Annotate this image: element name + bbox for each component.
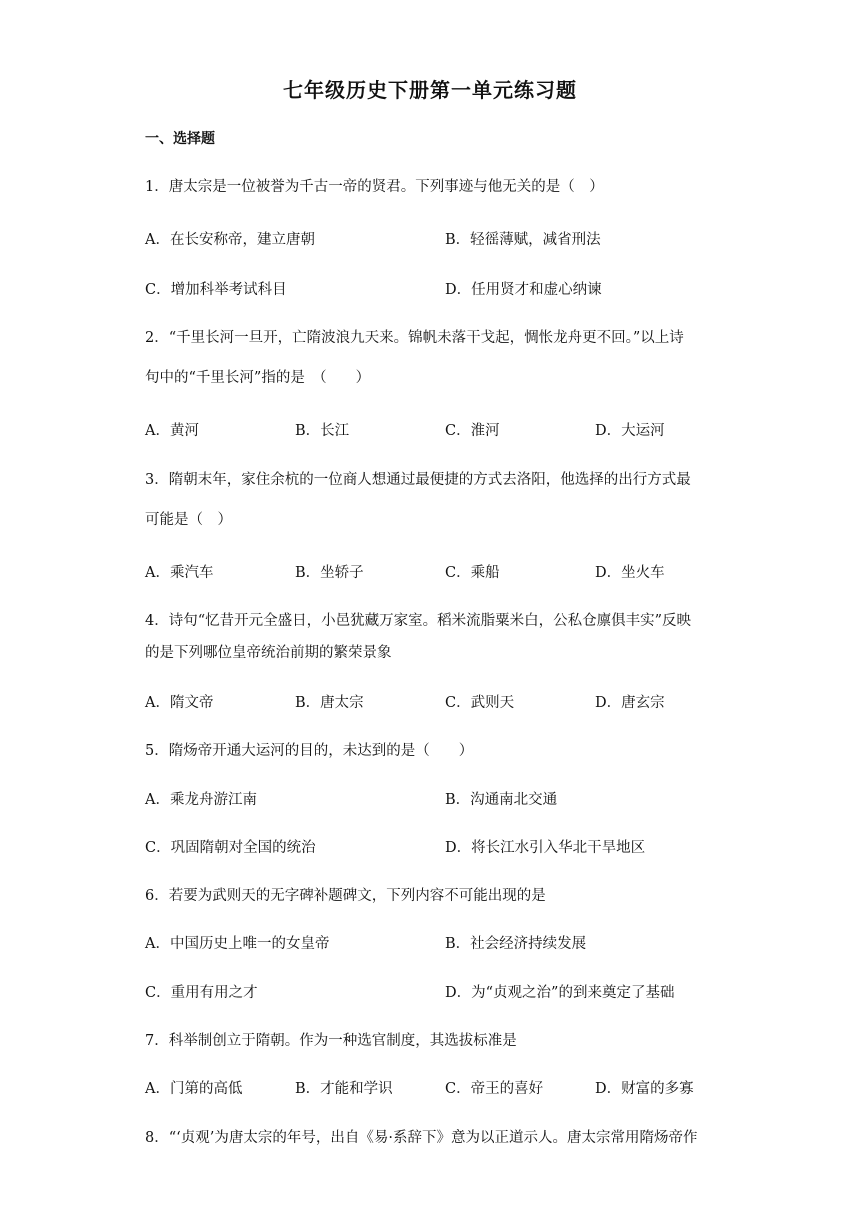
question-3-text-line-1: 3．隋朝末年，家住余杭的一位商人想通过最便捷的方式去洛阳，他选择的出行方式最 (145, 472, 691, 488)
question-6-option-c: C．重用有用之才 (145, 985, 258, 1001)
question-5-option-a: A．乘龙舟游江南 (145, 792, 257, 808)
question-2-option-d: D．大运河 (595, 423, 665, 439)
question-7-text: 7．科举制创立于隋朝。作为一种选官制度，其选拔标准是 (145, 1033, 517, 1049)
question-3-option-b: B．坐轿子 (295, 565, 364, 581)
question-1-option-a: A．在长安称帝，建立唐朝 (145, 232, 315, 248)
question-3-option-d: D．坐火车 (595, 565, 665, 581)
question-6-option-a: A．中国历史上唯一的女皇帝 (145, 936, 330, 952)
question-6-option-d: D．为“贞观之治”的到来奠定了基础 (445, 985, 675, 1001)
question-8-text: 8．“‘贞观’为唐太宗的年号，出自《易·系辞下》意为以正道示人。唐太宗常用隋炀帝作 (145, 1130, 698, 1146)
question-2-option-c: C．淮河 (445, 423, 500, 439)
page-title: 七年级历史下册第一单元练习题 (283, 78, 577, 102)
question-4-option-a: A．隋文帝 (145, 695, 214, 711)
question-1-text: 1．唐太宗是一位被誉为千古一帝的贤君。下列事迹与他无关的是（ ） (145, 179, 604, 195)
question-7-option-b: B．才能和学识 (295, 1081, 393, 1097)
section-heading: 一、选择题 (145, 131, 215, 147)
question-3-option-a: A．乘汽车 (145, 565, 214, 581)
question-7-option-c: C．帝王的喜好 (445, 1081, 544, 1097)
question-6-text: 6．若要为武则天的无字碑补题碑文，下列内容不可能出现的是 (145, 888, 546, 904)
question-2-option-b: B．长江 (295, 423, 350, 439)
question-4-option-c: C．武则天 (445, 695, 515, 711)
question-3-text-line-2: 可能是（ ） (145, 512, 232, 528)
question-7-option-a: A．门第的高低 (145, 1081, 243, 1097)
question-5-option-c: C．巩固隋朝对全国的统治 (145, 840, 316, 856)
question-3-option-c: C．乘船 (445, 565, 500, 581)
question-7-option-d: D．财富的多寡 (595, 1081, 694, 1097)
question-2-text-line-1: 2．“千里长河一旦开，亡隋波浪九天来。锦帆未落干戈起，惆怅龙舟更不回。”以上诗 (145, 330, 684, 346)
question-5-text: 5．隋炀帝开通大运河的目的，未达到的是（ ） (145, 743, 474, 759)
question-1-option-c: C．增加科举考试科目 (145, 282, 287, 298)
question-4-text-line-2: 的是下列哪位皇帝统治前期的繁荣景象 (145, 645, 392, 661)
question-5-option-b: B．沟通南北交通 (445, 792, 558, 808)
question-4-text-line-1: 4．诗句“忆昔开元全盛日，小邑犹藏万家室。稻米流脂粟米白，公私仓廪俱丰实”反映 (145, 613, 692, 629)
question-2-option-a: A．黄河 (145, 423, 199, 439)
question-4-option-b: B．唐太宗 (295, 695, 364, 711)
question-2-text-line-2: 句中的“千里长河”指的是 （ ） (145, 370, 371, 386)
question-5-option-d: D．将长江水引入华北干旱地区 (445, 840, 646, 856)
question-4-option-d: D．唐玄宗 (595, 695, 665, 711)
question-1-option-d: D．任用贤才和虚心纳谏 (445, 282, 602, 298)
question-1-option-b: B．轻徭薄赋，减省刑法 (445, 232, 601, 248)
question-6-option-b: B．社会经济持续发展 (445, 936, 587, 952)
